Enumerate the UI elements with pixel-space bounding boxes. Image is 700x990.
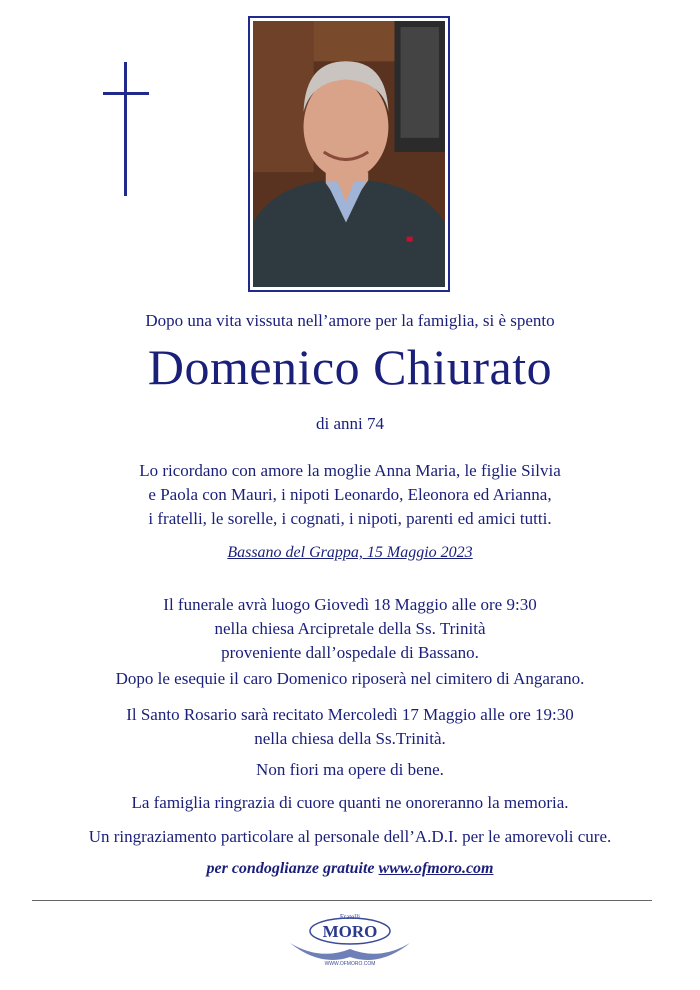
funeral-info: [0, 593, 700, 665]
place-date-text: Bassano del Grappa, 15 Maggio 2023: [227, 544, 473, 561]
logo-url: WWW.OFMORO.COM: [324, 961, 376, 967]
place-date: [0, 544, 700, 562]
condolences-label: per condoglianze gratuite: [206, 860, 375, 877]
funeral-line: nella chiesa Arcipretale della Ss. Trinità: [214, 619, 486, 638]
burial-info: Dopo le esequie il caro Domenico riposerà nel cimitero di Angarano.: [115, 669, 585, 688]
logo-main-text: MORO: [322, 922, 378, 941]
remembered-by-line: Lo ricordano con amore la moglie Anna Maria, le figlie Silvia: [139, 461, 561, 480]
portrait-photo: [248, 16, 450, 292]
remembered-by-line: e Paola con Mauri, i nipoti Leonardo, Eleonora ed Arianna,: [148, 485, 552, 504]
funeral-line: proveniente dall’ospedale di Bassano.: [221, 643, 479, 662]
intro-text: Dopo una vita vissuta nell’amore per la famiglia, si è spento: [145, 311, 555, 330]
rosary-info: [0, 703, 700, 751]
deceased-name: Domenico Chiurato: [147, 339, 553, 395]
rosary-line: Il Santo Rosario sarà recitato Mercoledì 17 Maggio alle ore 19:30: [126, 705, 574, 724]
logo-small-text: Fratelli: [339, 913, 361, 921]
condolences-website-link[interactable]: www.ofmoro.com: [378, 860, 494, 877]
special-thanks: Un ringraziamento particolare al personale dell’A.D.I. per le amorevoli cure.: [88, 827, 612, 846]
remembered-by: [0, 459, 700, 531]
cross-icon: [103, 62, 149, 196]
remembered-by-line: i fratelli, le sorelle, i cognati, i nipoti, parenti ed amici tutti.: [148, 509, 552, 528]
rosary-line: nella chiesa della Ss.Trinità.: [254, 729, 446, 748]
family-thanks: La famiglia ringrazia di cuore quanti ne onoreranno la memoria.: [131, 793, 569, 812]
funeral-line: Il funerale avrà luogo Giovedì 18 Maggio alle ore 9:30: [163, 595, 537, 614]
funeral-home-logo: [280, 909, 420, 967]
age-text: di anni 74: [316, 414, 384, 433]
divider: [32, 900, 652, 901]
flowers-note: Non fiori ma opere di bene.: [256, 760, 444, 779]
condolences: [0, 860, 700, 878]
